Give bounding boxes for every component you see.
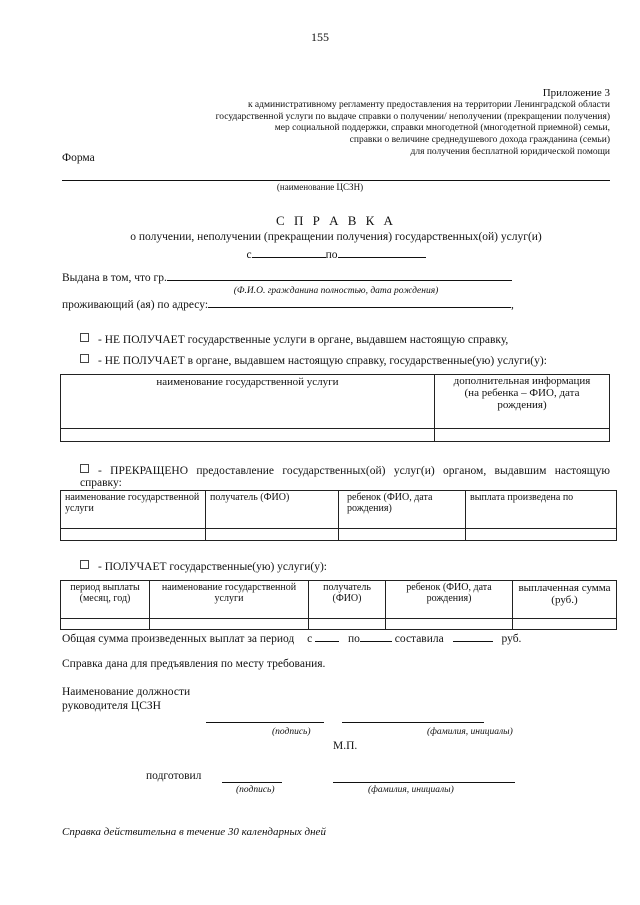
total-line <box>62 631 521 645</box>
purpose-text: Справка дана для предъявления по месту требования. <box>62 658 326 670</box>
table-header: выплаченная сумма (руб.) <box>513 581 617 619</box>
table-cell[interactable] <box>150 619 309 630</box>
total-to-field[interactable] <box>360 631 392 642</box>
table-cell[interactable] <box>466 529 617 541</box>
table-header: наименование государственной услуги <box>61 375 435 429</box>
address-tail: , <box>511 299 514 311</box>
receiving-table <box>60 580 617 630</box>
checkbox[interactable] <box>80 354 89 363</box>
table-cell[interactable] <box>339 529 466 541</box>
appendix-line: справки о величине среднедушевого дохода гражданина (семьи) <box>349 135 610 146</box>
czsn-name-line <box>62 180 610 181</box>
head-position-line: Наименование должности <box>62 686 191 698</box>
period-to-field[interactable] <box>338 247 426 258</box>
appendix-title: Приложение 3 <box>542 87 610 99</box>
period-line <box>0 247 640 261</box>
option-text: - ПОЛУЧАЕТ государственные(ую) услуги(у): <box>98 561 327 573</box>
table-cell[interactable] <box>61 619 150 630</box>
address-field[interactable] <box>208 299 511 308</box>
currency-label: руб. <box>501 633 522 645</box>
appendix-line: к административному регламенту предоставления на территории Ленинградской области <box>247 100 610 110</box>
total-amount-field[interactable] <box>453 631 493 642</box>
option-receiving <box>80 560 620 573</box>
issued-line <box>62 272 622 284</box>
address-label: проживающий (ая) по адресу: <box>62 299 209 311</box>
option-text: - ПРЕКРАЩЕНО предоставление государственных(ой) услуг(и) органом, выдавшим настоящую справку: <box>80 465 610 489</box>
period-to-label: по <box>325 249 338 261</box>
czsn-caption: (наименование ЦСЗН) <box>276 182 364 192</box>
signature-hint: (подпись) <box>272 727 311 737</box>
terminated-table <box>60 490 617 541</box>
checkbox[interactable] <box>80 464 89 473</box>
table-header: наименование государственной услуги <box>61 491 206 529</box>
document-title: С П Р А В К А <box>276 213 396 228</box>
table-header: дополнительная информация (на ребенка – ФИО, дата рождения) <box>435 375 610 429</box>
services-table <box>60 374 610 442</box>
table-cell[interactable] <box>386 619 513 630</box>
document-subtitle: о получении, неполучении (прекращении получения) государственных(ой) услуг(и) <box>130 231 542 243</box>
stamp-label: М.П. <box>333 740 358 752</box>
table-header: ребенок (ФИО, дата рождения) <box>339 491 466 529</box>
preparer-signature-field[interactable] <box>222 782 282 783</box>
address-line <box>62 299 622 311</box>
table-header: получатель (ФИО) <box>309 581 386 619</box>
citizen-name-field[interactable] <box>167 272 512 281</box>
table-cell[interactable] <box>61 429 435 442</box>
total-from-field[interactable] <box>315 631 339 642</box>
period-from-label: с <box>246 249 252 261</box>
total-made-label: составила <box>394 633 444 645</box>
total-to-label: по <box>348 633 360 645</box>
table-cell[interactable] <box>206 529 339 541</box>
signature-hint: (подпись) <box>236 785 275 795</box>
option-not-receiving <box>80 333 620 346</box>
name-hint: (фамилия, инициалы) <box>368 785 454 795</box>
issued-label: Выдана в том, что гр. <box>62 272 167 284</box>
table-cell[interactable] <box>309 619 386 630</box>
option-text: - НЕ ПОЛУЧАЕТ государственные услуги в органе, выдавшем настоящую справку, <box>98 334 509 346</box>
table-header: наименование государственной услуги <box>150 581 309 619</box>
checkbox[interactable] <box>80 333 89 342</box>
checkbox[interactable] <box>80 560 89 569</box>
appendix-line: мер социальной поддержки, справки многодетной (многодетной приемной) семьи, <box>274 123 610 134</box>
option-text: - НЕ ПОЛУЧАЕТ в органе, выдавшем настоящую справку, государственные(ую) услуги(у): <box>98 355 547 367</box>
appendix-header <box>190 86 610 159</box>
head-signature-field[interactable] <box>206 722 324 723</box>
form-label: Форма <box>62 152 95 164</box>
validity-note: Справка действительна в течение 30 календарных дней <box>62 826 326 838</box>
head-position <box>62 685 190 713</box>
fio-hint: (Ф.И.О. гражданина полностью, дата рождения) <box>233 286 439 296</box>
period-from-field[interactable] <box>252 247 326 258</box>
table-header: выплата произведена по <box>466 491 617 529</box>
total-from-label: с <box>307 633 313 645</box>
option-not-receiving-in <box>80 354 620 367</box>
head-position-line: руководителя ЦСЗН <box>62 700 161 712</box>
total-label: Общая сумма произведенных выплат за период <box>62 633 295 645</box>
option-terminated <box>80 464 610 489</box>
table-cell[interactable] <box>435 429 610 442</box>
table-header: ребенок (ФИО, дата рождения) <box>386 581 513 619</box>
table-cell[interactable] <box>513 619 617 630</box>
head-name-field[interactable] <box>342 722 484 723</box>
page-number: 155 <box>311 30 329 44</box>
name-hint: (фамилия, инициалы) <box>427 727 513 737</box>
preparer-name-field[interactable] <box>333 782 515 783</box>
table-header: период выплаты (месяц, год) <box>61 581 150 619</box>
table-header: получатель (ФИО) <box>206 491 339 529</box>
table-cell[interactable] <box>61 529 206 541</box>
appendix-line: государственной услуги по выдаче справки о получении/ неполучении (прекращении получения) <box>215 111 610 122</box>
appendix-line: для получения бесплатной юридической помощи <box>410 146 610 157</box>
prepared-by-label: подготовил <box>146 770 202 782</box>
